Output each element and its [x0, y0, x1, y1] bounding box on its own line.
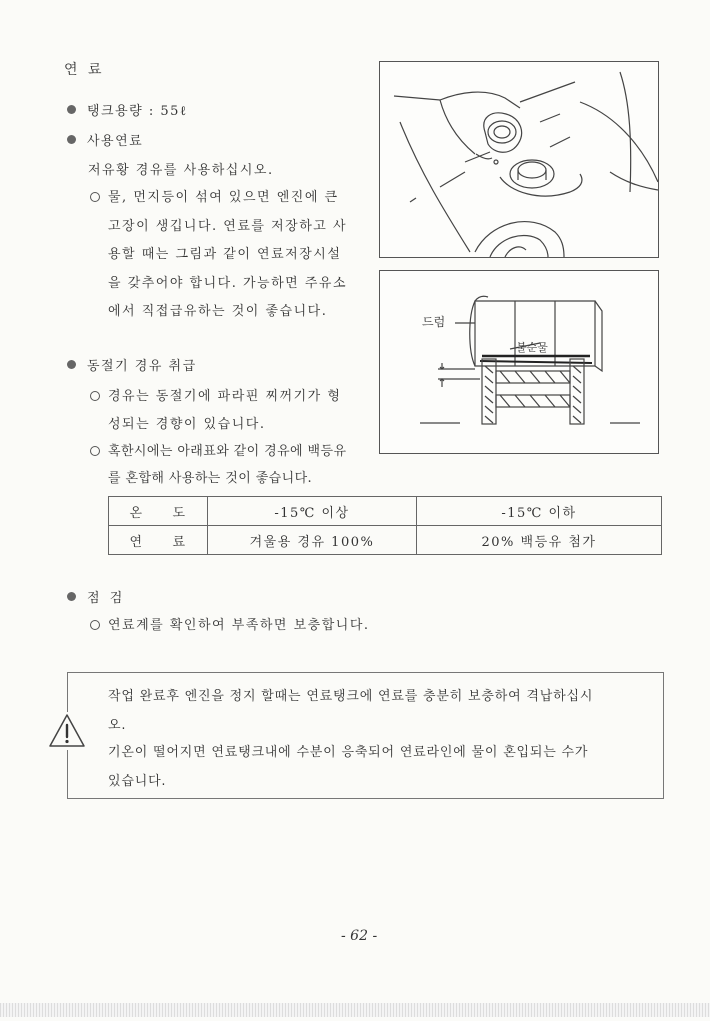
fuel-note-line: 을 갖추어야 합니다. 가능하면 주유소	[108, 276, 348, 291]
warning-line: 오.	[108, 718, 127, 733]
refuel-drawing	[380, 62, 658, 257]
circle-bullet-icon	[90, 620, 100, 630]
winter-note-line: 혹한시에는 아래표와 같이 경유에 백등유	[108, 444, 347, 459]
winter-note-line: 를 혼합해 사용하는 것이 좋습니다.	[108, 471, 313, 486]
circle-bullet-icon	[90, 391, 100, 401]
fuel-note-line: 고장이 생깁니다. 연료를 저장하고 사	[108, 219, 348, 234]
warning-line: 있습니다.	[108, 774, 167, 789]
bullet-icon	[67, 360, 76, 369]
circle-bullet-icon	[90, 192, 100, 202]
fuel-used-desc: 저유황 경유를 사용하십시오.	[88, 163, 274, 178]
winter-note-line: 경유는 동절기에 파라핀 찌꺼기가 형	[108, 389, 342, 404]
circle-bullet-icon	[90, 446, 100, 456]
table-cell: 20% 백등유 첨가	[417, 526, 662, 555]
winter-title: 동절기 경유 취급	[87, 359, 197, 374]
fuel-note-line: 에서 직접급유하는 것이 좋습니다.	[108, 304, 328, 319]
section-title: 연 료	[64, 62, 105, 78]
check-title: 점 검	[87, 591, 126, 606]
table-row	[109, 526, 662, 555]
warning-icon	[47, 712, 87, 750]
table-head-cell: 온 도	[109, 497, 208, 526]
page-number: - 62 -	[341, 928, 378, 944]
table-row	[109, 497, 662, 526]
fuel-note-line: 물, 먼지등이 섞여 있으면 엔진에 큰	[108, 190, 339, 205]
table-cell: -15℃ 이상	[208, 497, 417, 526]
table-cell: 겨울용 경유 100%	[208, 526, 417, 555]
fuel-mix-table	[108, 496, 662, 555]
tank-capacity: 탱크용량 : 55ℓ	[87, 104, 188, 119]
fuel-used-title: 사용연료	[87, 134, 144, 149]
warning-line: 기온이 떨어지면 연료탱크내에 수분이 응축되어 연료라인에 물이 혼입되는 수가	[108, 745, 589, 760]
scan-artifact	[0, 1003, 710, 1017]
check-note: 연료계를 확인하여 부족하면 보충합니다.	[108, 618, 370, 633]
refuel-illustration	[379, 61, 659, 258]
table-head-cell: 연 료	[109, 526, 208, 555]
bullet-icon	[67, 135, 76, 144]
bullet-icon	[67, 592, 76, 601]
drum-storage-illustration	[379, 270, 659, 454]
table-cell: -15℃ 이하	[417, 497, 662, 526]
bullet-icon	[67, 105, 76, 114]
drum-drawing	[380, 271, 658, 453]
winter-note-line: 성되는 경향이 있습니다.	[108, 417, 266, 432]
warning-box	[67, 672, 664, 799]
fuel-note-line: 용할 때는 그림과 같이 연료저장시설	[108, 247, 342, 262]
drum-label: 드럼	[422, 315, 446, 329]
warning-line: 작업 완료후 엔진을 정지 할때는 연료탱크에 연료를 충분히 보충하여 격납하십시	[108, 689, 594, 704]
impurity-label: 불순물	[516, 341, 548, 354]
